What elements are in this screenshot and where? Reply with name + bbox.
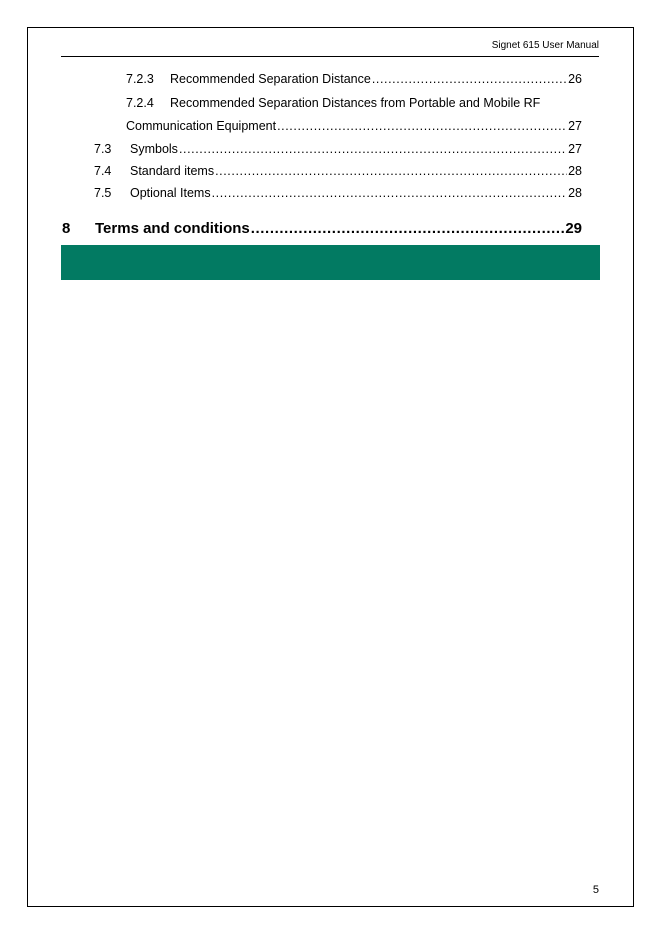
page-header	[61, 40, 599, 57]
toc-entry-page: 29	[565, 220, 582, 237]
section-banner	[61, 245, 600, 280]
toc-leader-dots	[277, 118, 567, 134]
toc-entry-page: 28	[568, 186, 582, 200]
toc-entry-title: Standard items	[130, 164, 215, 178]
toc-entry-title: Recommended Separation Distance	[170, 72, 371, 86]
toc-entry-page: 27	[568, 119, 582, 133]
toc-entry-title-line1: Recommended Separation Distances from Portable and Mobile RF	[170, 96, 541, 110]
toc-entry-number: 7.4	[94, 164, 112, 178]
toc-entry-page: 28	[568, 164, 582, 178]
toc-entry-number: 7.2.3	[126, 72, 154, 86]
toc-leader-dots	[372, 71, 567, 87]
toc-entry-page: 26	[568, 72, 582, 86]
toc-entry-number: 7.3	[94, 142, 112, 156]
toc-entry-title: Optional Items	[130, 186, 211, 200]
toc-leader-dots	[215, 163, 567, 179]
toc-entry-8[interactable]	[62, 220, 582, 238]
toc-entry-7-2-3[interactable]	[126, 71, 582, 87]
toc-leader-dots	[212, 185, 568, 201]
toc-entry-7-4[interactable]	[94, 163, 582, 179]
toc-entry-7-2-4[interactable]	[126, 95, 540, 111]
document-title: Signet 615 User Manual	[491, 40, 599, 51]
toc-leader-dots	[251, 220, 565, 238]
toc-entry-7-5[interactable]	[94, 185, 582, 201]
toc-entry-page: 27	[568, 142, 582, 156]
toc-entry-title-line2: Communication Equipment	[126, 119, 277, 133]
page-border	[27, 27, 634, 907]
toc-entry-number: 8	[62, 220, 71, 237]
toc-leader-dots	[179, 141, 567, 157]
page-number: 5	[592, 884, 599, 896]
toc-entry-number: 7.2.4	[126, 96, 154, 110]
toc-entry-7-2-4-continued[interactable]	[126, 118, 582, 134]
toc-entry-title: Terms and conditions	[95, 220, 250, 237]
toc-entry-number: 7.5	[94, 186, 112, 200]
toc-entry-7-3[interactable]	[94, 141, 582, 157]
toc-entry-title: Symbols	[130, 142, 178, 156]
